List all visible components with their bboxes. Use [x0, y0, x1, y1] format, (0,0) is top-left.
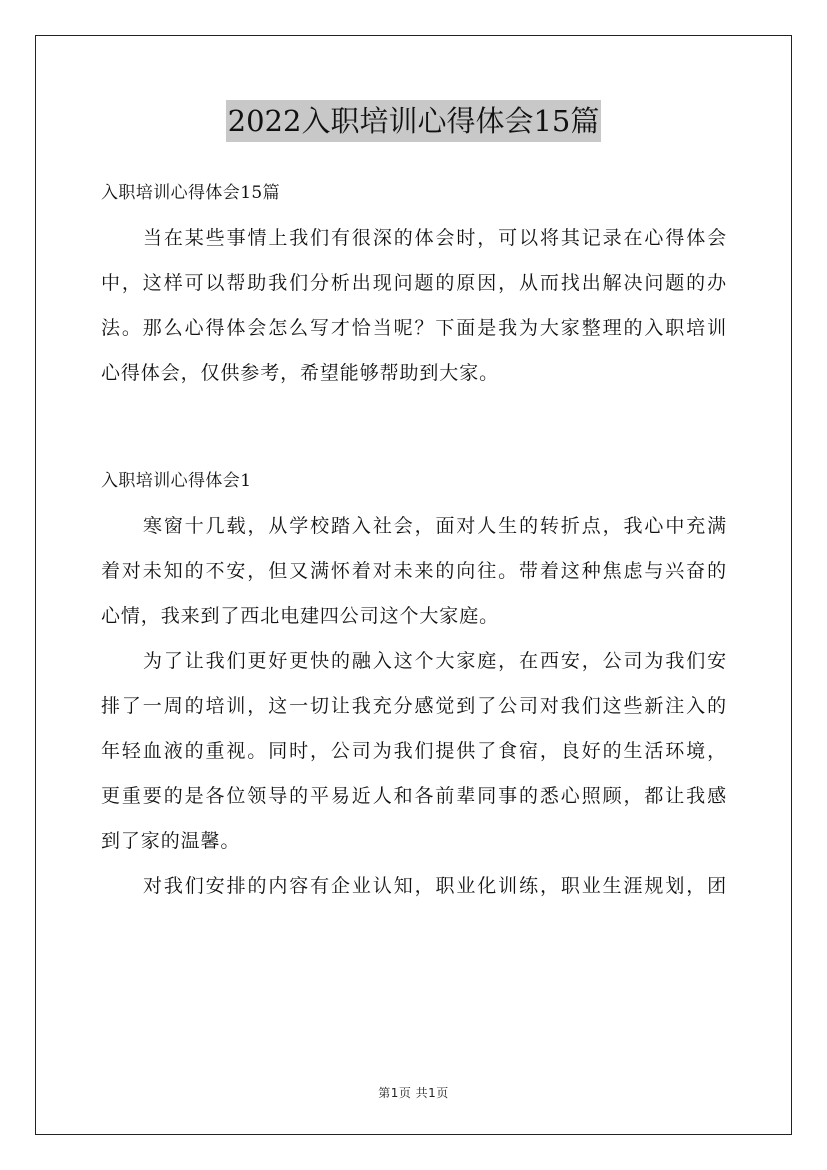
intro-line: 法。那么心得体会怎么写才恰当呢？下面是我为大家整理的入职培训 [101, 317, 727, 339]
paragraph-line: 心情，我来到了西北电建四公司这个大家庭。 [101, 605, 500, 627]
intro-line: 心得体会，仅供参考，希望能够帮助到大家。 [101, 362, 500, 384]
intro-line: 中，这样可以帮助我们分析出现问题的原因，从而找出解决问题的办 [101, 272, 727, 294]
paragraph-line: 排了一周的培训，这一切让我充分感觉到了公司对我们这些新注入的 [101, 695, 727, 717]
section-heading: 入职培训心得体会1 [101, 471, 252, 491]
section-spacer [101, 396, 727, 459]
paragraph-line: 着对未知的不安，但又满怀着对未来的向往。带着这种焦虑与兴奋的 [101, 560, 727, 582]
paragraph-line: 对我们安排的内容有企业认知，职业化训练，职业生涯规划，团 [143, 875, 727, 897]
document-title: 2022入职培训心得体会15篇 [226, 100, 602, 142]
paragraph-line: 寒窗十几载，从学校踏入社会，面对人生的转折点，我心中充满 [143, 515, 727, 537]
paragraph-line: 更重要的是各位领导的平易近人和各前辈同事的悉心照顾，都让我感 [101, 785, 727, 807]
paragraph-line: 为了让我们更好更快的融入这个大家庭，在西安，公司为我们安 [143, 650, 727, 672]
intro-line: 当在某些事情上我们有很深的体会时，可以将其记录在心得体会 [143, 227, 727, 249]
page-footer: 第1页 共1页 [378, 1086, 449, 1100]
title-container [0, 100, 827, 142]
paragraph-line: 年轻血液的重视。同时，公司为我们提供了食宿，良好的生活环境， [101, 740, 727, 762]
paragraph-line: 到了家的温馨。 [101, 830, 241, 852]
document-subtitle: 入职培训心得体会15篇 [101, 183, 281, 203]
document-body [101, 171, 727, 909]
